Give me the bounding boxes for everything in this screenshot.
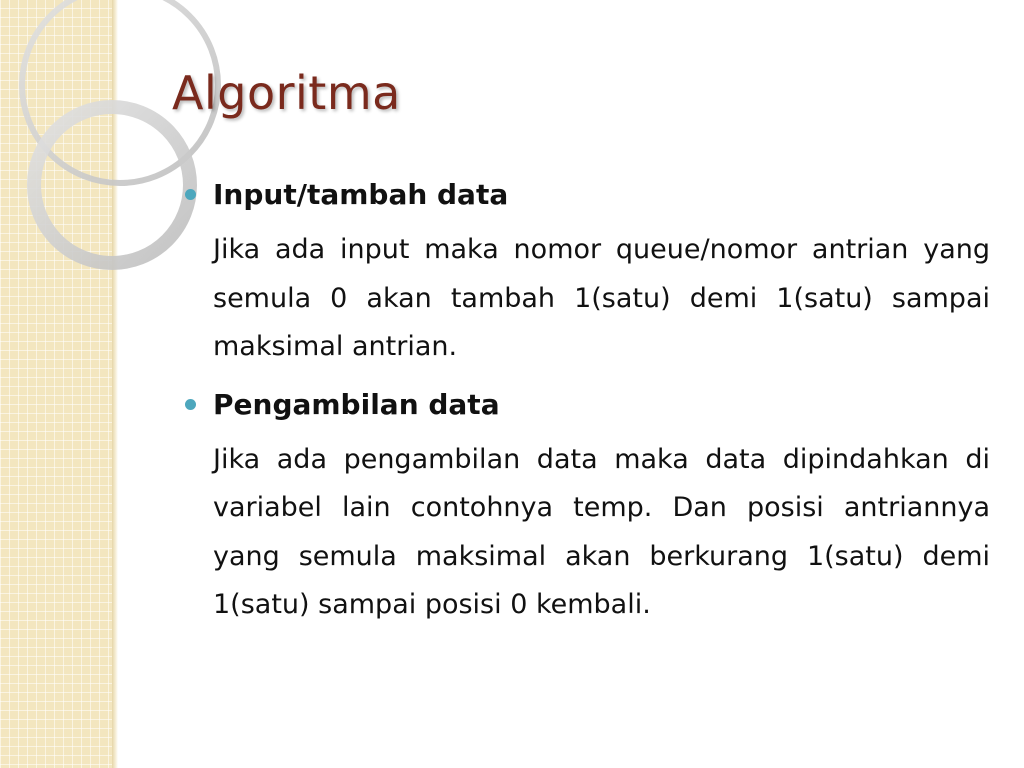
- bullet-heading: Pengambilan data: [213, 387, 500, 421]
- bullet-item-input: [182, 170, 990, 220]
- bullet-item-pengambilan: [182, 380, 990, 430]
- bullet-heading: Input/tambah data: [213, 178, 509, 211]
- slide-content: [182, 170, 990, 638]
- decorative-rings: [0, 0, 180, 260]
- bullet-paragraph: Jika ada input maka nomor queue/nomor antrian yang semula 0 akan tambah 1(satu) demi 1(satu) sampai maksimal antrian.: [213, 234, 990, 362]
- bullet-dot-icon: [185, 189, 196, 200]
- bullet-paragraph: Jika ada pengambilan data maka data dipindahkan di variabel lain contohnya temp. Dan posisi antriannya yang semula maksimal akan berkurang 1(satu) demi 1(satu) sampai posisi 0 kembali.: [213, 443, 990, 620]
- slide-title: Algoritma: [172, 66, 401, 120]
- bullet-dot-icon: [185, 399, 196, 410]
